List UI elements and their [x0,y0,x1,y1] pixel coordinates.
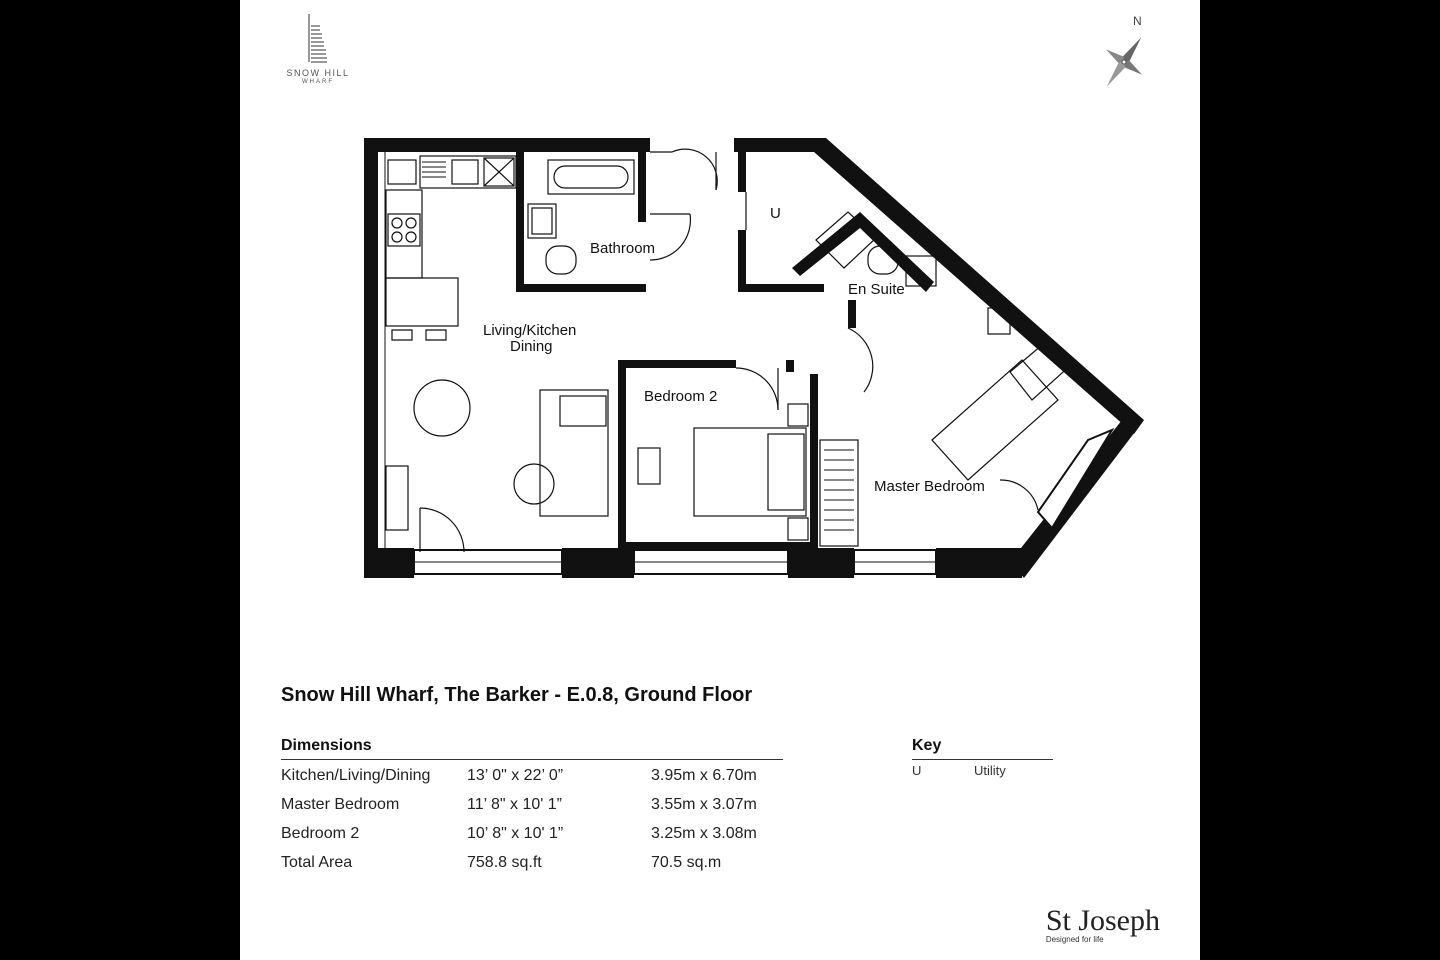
dims-room: Total Area [281,854,353,871]
dims-metric: 3.25m x 3.08m [651,825,757,842]
brand-name: SNOW HILL [286,68,350,78]
developer-name: St Joseph [1045,904,1160,937]
floor-plan-drawing [240,0,1200,640]
dimensions-row [281,767,801,787]
room-label-bathroom: Bathroom [590,240,656,257]
kitchen-fixtures [386,156,608,530]
room-label-master-bedroom: Master Bedroom [874,478,985,495]
key-heading: Key [912,737,942,754]
plan-title: Snow Hill Wharf, The Barker - E.0.8, Ground Floor [281,684,753,706]
room-label-living: Living/Kitchen [483,322,577,339]
room-label-en-suite: En Suite [848,281,905,298]
key-label: Utility [974,763,1006,778]
dimensions-row [281,796,801,816]
dims-imperial: 758.8 sq.ft [467,854,542,871]
dims-metric: 70.5 sq.m [651,854,722,871]
dims-room: Master Bedroom [281,796,400,813]
room-label-dining: Dining [510,338,553,355]
developer-tagline: Designed for life [1045,935,1104,944]
dimensions-rule [281,759,783,760]
compass-north-label: N [1133,14,1142,28]
dimensions-row [281,854,801,874]
dims-imperial: 13’ 0" x 22’ 0” [467,767,564,784]
dims-metric: 3.55m x 3.07m [651,796,757,813]
room-label-bedroom-2: Bedroom 2 [644,388,718,405]
inner-walls [516,152,934,550]
room-label-utility: U [770,205,781,222]
key-code: U [912,763,922,778]
dims-room: Kitchen/Living/Dining [281,767,431,784]
dims-imperial: 10’ 8" x 10' 1” [467,825,564,842]
dimensions-row [281,825,801,845]
st-joseph-logo [1046,906,1160,944]
dims-metric: 3.95m x 6.70m [651,767,757,784]
dims-imperial: 11’ 8" x 10' 1” [467,796,563,813]
floorplan-sheet [240,0,1200,960]
brand-sub: WHARF [302,79,334,85]
dims-room: Bedroom 2 [281,825,360,842]
bed-fixtures [638,340,1072,546]
dimensions-heading: Dimensions [281,737,372,754]
key-rule [912,759,1053,760]
